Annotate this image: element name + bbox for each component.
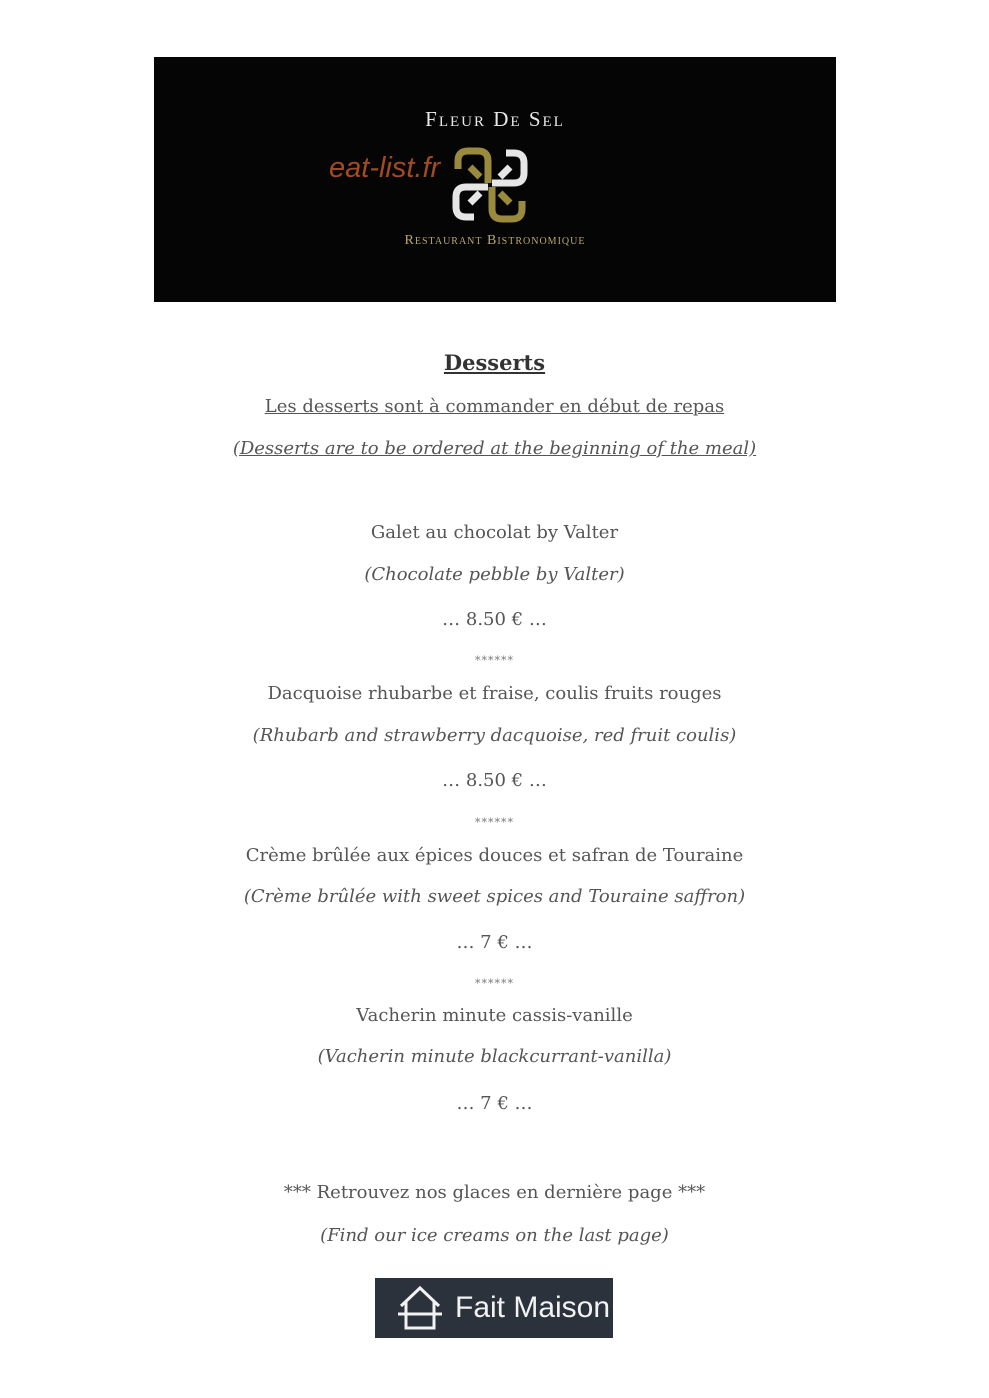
- item-separator: ******: [475, 654, 514, 667]
- menu-item-price: … 7 € …: [456, 1093, 533, 1114]
- section-title: Desserts: [443, 350, 546, 375]
- badge-label: Fait Maison: [455, 1291, 611, 1324]
- menu-item-name-fr: Dacquoise rhubarbe et fraise, coulis fruits rouges: [267, 683, 722, 704]
- menu-item-name-fr: Galet au chocolat by Valter: [370, 522, 619, 543]
- item-separator: ******: [475, 816, 514, 829]
- menu-item-price: … 8.50 € …: [442, 770, 547, 791]
- house-icon: [397, 1284, 443, 1332]
- header-banner: [154, 57, 836, 302]
- ice-cream-note-fr: *** Retrouvez nos glaces en dernière page ***: [283, 1182, 706, 1203]
- menu-item-price: … 8.50 € …: [442, 609, 547, 630]
- menu-item-name-fr: Vacherin minute cassis-vanille: [356, 1005, 633, 1026]
- watermark-text: eat-list.fr: [329, 152, 441, 184]
- brand-name: Fleur De Sel: [425, 107, 565, 131]
- brand-tagline: Restaurant Bistronomique: [404, 233, 586, 248]
- menu-item-name-en: (Crème brûlée with sweet spices and Touraine saffron): [243, 886, 746, 907]
- order-note-en: (Desserts are to be ordered at the beginning of the meal): [232, 438, 757, 459]
- menu-item-name-en: (Vacherin minute blackcurrant-vanilla): [317, 1046, 672, 1067]
- menu-item-name-fr: Crème brûlée aux épices douces et safran de Touraine: [245, 845, 744, 866]
- menu-item-name-en: (Rhubarb and strawberry dacquoise, red fruit coulis): [252, 725, 737, 746]
- ice-cream-note-en: (Find our ice creams on the last page): [320, 1225, 669, 1246]
- item-separator: ******: [475, 977, 514, 990]
- order-note-fr: Les desserts sont à commander en début de repas: [264, 396, 725, 417]
- menu-item-price: … 7 € …: [456, 932, 533, 953]
- fait-maison-badge: [375, 1278, 613, 1338]
- menu-item-name-en: (Chocolate pebble by Valter): [364, 564, 625, 585]
- quatrefoil-knot-logo-icon: [450, 147, 530, 223]
